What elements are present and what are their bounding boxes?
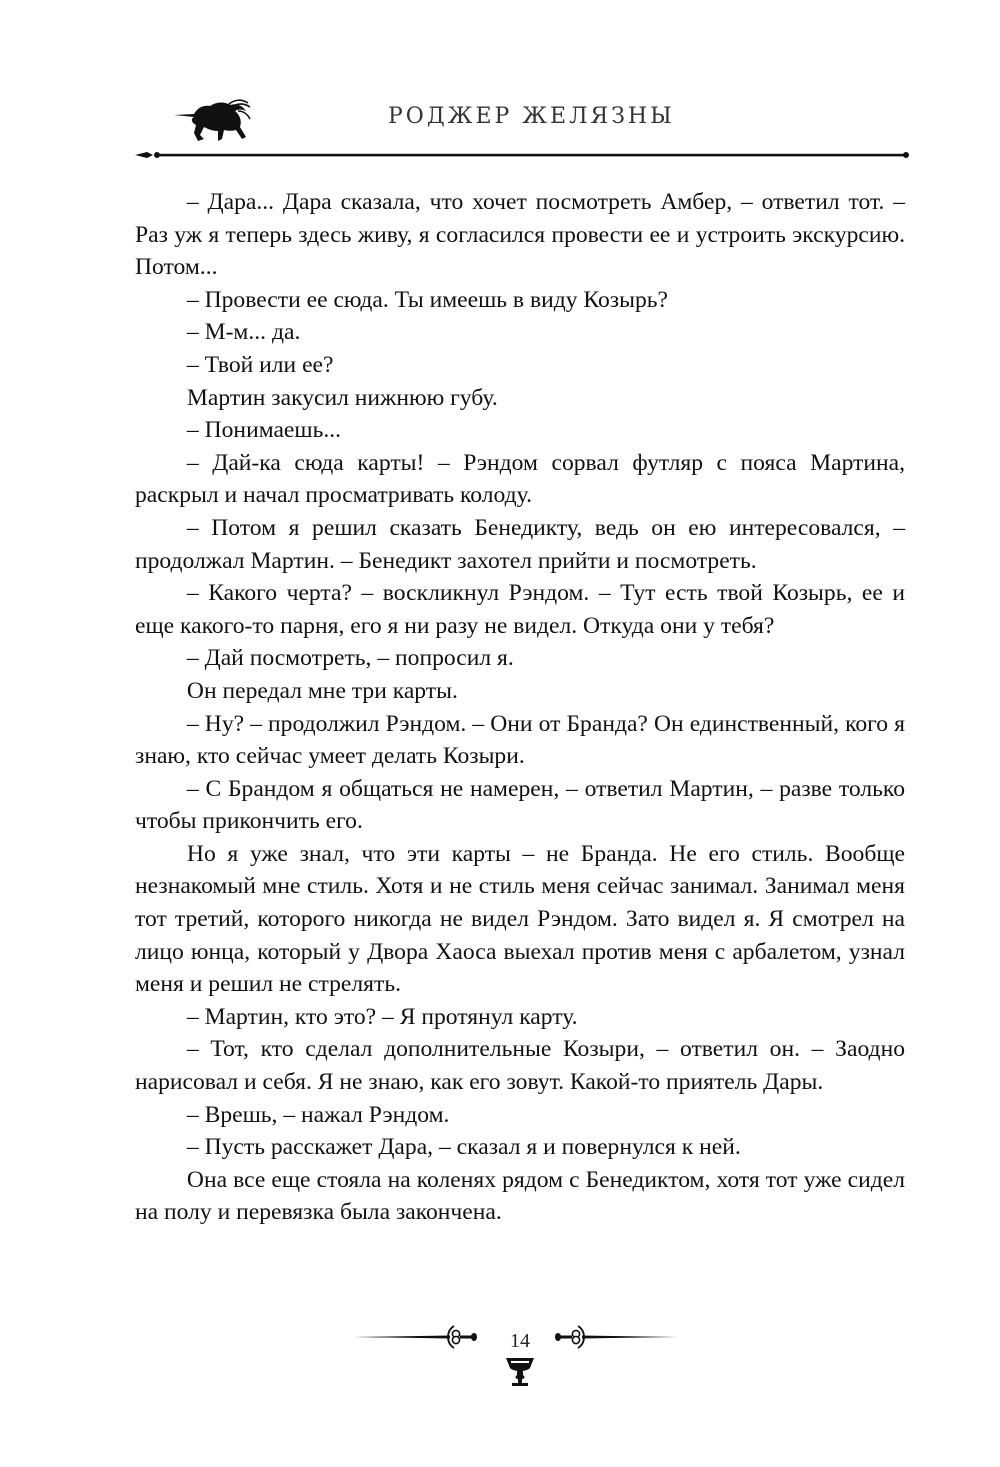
paragraph: – Понимаешь... (186, 417, 342, 444)
paragraph: – Тот, кто сделал дополнительные Козыри, – ответил он. – Заодно нарисовал и себя. Я не знаю, как его зовут. Какой-то приятель Дары. (135, 1036, 905, 1096)
paragraph: – Мартин, кто это? – Я протянул карту. (186, 1003, 578, 1030)
paragraph: Мартин закусил нижнюю губу. (186, 384, 498, 411)
page-number: 14 (510, 1330, 530, 1352)
paragraph: – Дай-ка сюда карты! – Рэндом сорвал футляр с пояса Мартина, раскрыл и начал просматривать колоду. (135, 449, 905, 509)
paragraph: – Провести ее сюда. Ты имеешь в виду Козырь? (186, 286, 668, 313)
paragraph: – Какого черта? – воскликнул Рэндом. – Тут есть твой Козырь, ее и еще какого-то парня, его я ни разу не видел. Откуда они у тебя? (135, 580, 905, 639)
chalice-icon (502, 1354, 538, 1388)
paragraph: – Дай посмотреть, – попросил я. (186, 645, 514, 672)
header-rule-divider (135, 148, 910, 162)
page-header (0, 0, 1000, 170)
paragraph: Она все еще стояла на коленях рядом с Бенедиктом, хотя тот уже сидел на полу и перевязка была закончена. (135, 1166, 905, 1226)
book-text (135, 186, 905, 1229)
paragraph: – С Брандом я общаться не намерен, – ответил Мартин, – разве только чтобы прикончить его. (135, 775, 905, 835)
page-footer (340, 1310, 700, 1390)
paragraph: – Твой или ее? (186, 351, 334, 378)
paragraph: – Пусть расскажет Дара, – сказал я и повернулся к ней. (186, 1134, 741, 1161)
paragraph: – Потом я решил сказать Бенедикту, ведь он ею интересовался, – продолжал Мартин. – Бенедикт захотел прийти и посмотреть. (135, 514, 905, 574)
paragraph: Он передал мне три карты. (186, 677, 458, 704)
sword-right-icon (552, 1324, 682, 1350)
paragraph: Но я уже знал, что эти карты – не Бранда. Не его стиль. Вообще незнакомый мне стиль. Хотя и не стиль меня сейчас занимал. Занимал меня тот третий, которого никогда не видел Рэндом. Зато видел я. Я смотрел на лицо юнца, который у Двора Хаоса выехал против меня с арбалетом, узнал меня и решил не стрелять. (135, 840, 905, 998)
paragraph: – М-м... да. (186, 319, 301, 346)
running-title: РОДЖЕР ЖЕЛЯЗНЫ (388, 104, 675, 129)
paragraph: – Врешь, – нажал Рэндом. (186, 1101, 450, 1128)
paragraph: – Ну? – продолжил Рэндом. – Они от Бранда? Он единственный, кого я знаю, кто сейчас умеет делать Козыри. (135, 710, 905, 770)
paragraph: – Дара... Дара сказала, что хочет посмотреть Амбер, – ответил тот. – Раз уж я теперь здесь живу, я согласился провести ее и устроить экскурсию. Потом... (135, 189, 905, 281)
unicorn-icon (172, 97, 252, 147)
